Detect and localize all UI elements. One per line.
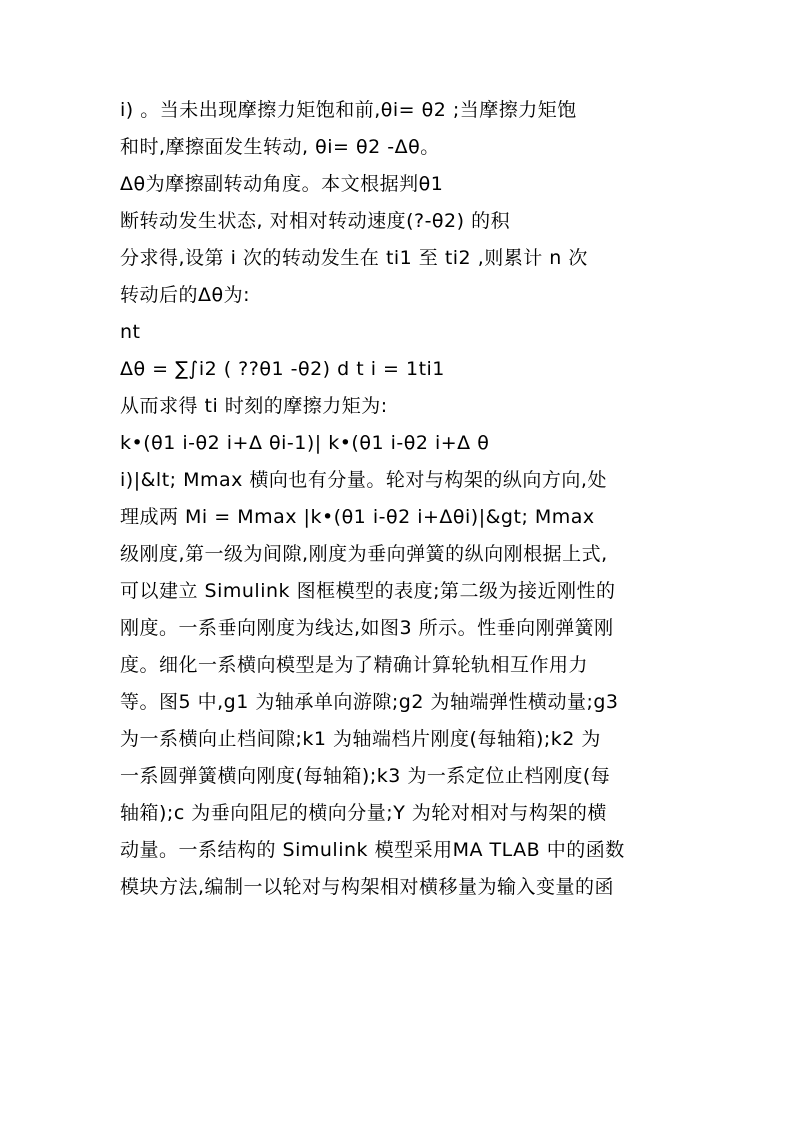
text-line: 转动后的Δθ为: — [120, 284, 251, 306]
text-line: 和时,摩擦面发生转动, θi= θ2 -Δθ。 — [120, 136, 440, 158]
text-line: 为一系横向止档间隙;k1 为轴端档片刚度(每轴箱);k2 为 — [120, 728, 601, 750]
text-line: Δθ为摩擦副转动角度。本文根据判θ1 — [120, 173, 444, 195]
text-line: 一系圆弹簧横向刚度(每轴箱);k3 为一系定位止档刚度(每 — [120, 765, 611, 787]
text-line: 轴箱);c 为垂向阻尼的横向分量;Y 为轮对相对与构架的横 — [120, 802, 607, 824]
text-line: 动量。一系结构的 Simulink 模型采用MA TLAB 中的函数 — [120, 839, 625, 861]
formula-line: k•(θ1 i-θ2 i+Δ θi-1)| k•(θ1 i-θ2 i+Δ θ — [120, 432, 490, 454]
text-line: 刚度。一系垂向刚度为线达,如图3 所示。性垂向刚弹簧刚 — [120, 617, 614, 639]
text-line: nt — [120, 321, 141, 343]
text-line: 度。细化一系横向模型是为了精确计算轮轨相互作用力 — [120, 654, 589, 676]
text-line: 从而求得 ti 时刻的摩擦力矩为: — [120, 395, 388, 417]
body-text — [120, 92, 680, 906]
formula-line: Δθ = ∑∫i2 ( ??θ1 -θ2) d t i = 1ti1 — [120, 358, 445, 380]
text-line: 分求得,设第 i 次的转动发生在 ti1 至 ti2 ,则累计 n 次 — [120, 247, 588, 269]
text-line: 断转动发生状态, 对相对转动速度(?-θ2) 的积 — [120, 210, 511, 232]
text-line: 等。图5 中,g1 为轴承单向游隙;g2 为轴端弹性横动量;g3 — [120, 691, 619, 713]
text-line: i) 。当未出现摩擦力矩饱和前,θi= θ2 ;当摩擦力矩饱 — [120, 99, 577, 121]
text-line: 理成两 Mi = Mmax |k•(θ1 i-θ2 i+Δθi)|&gt; Mmax — [120, 506, 595, 528]
text-line: i)|&lt; Mmax 横向也有分量。轮对与构架的纵向方向,处 — [120, 469, 607, 491]
text-line: 模块方法,编制一以轮对与构架相对横移量为输入变量的函 — [120, 876, 615, 898]
text-line: 级刚度,第一级为间隙,刚度为垂向弹簧的纵向刚根据上式, — [120, 543, 608, 565]
text-line: 可以建立 Simulink 图框模型的表度;第二级为接近刚性的 — [120, 580, 616, 602]
